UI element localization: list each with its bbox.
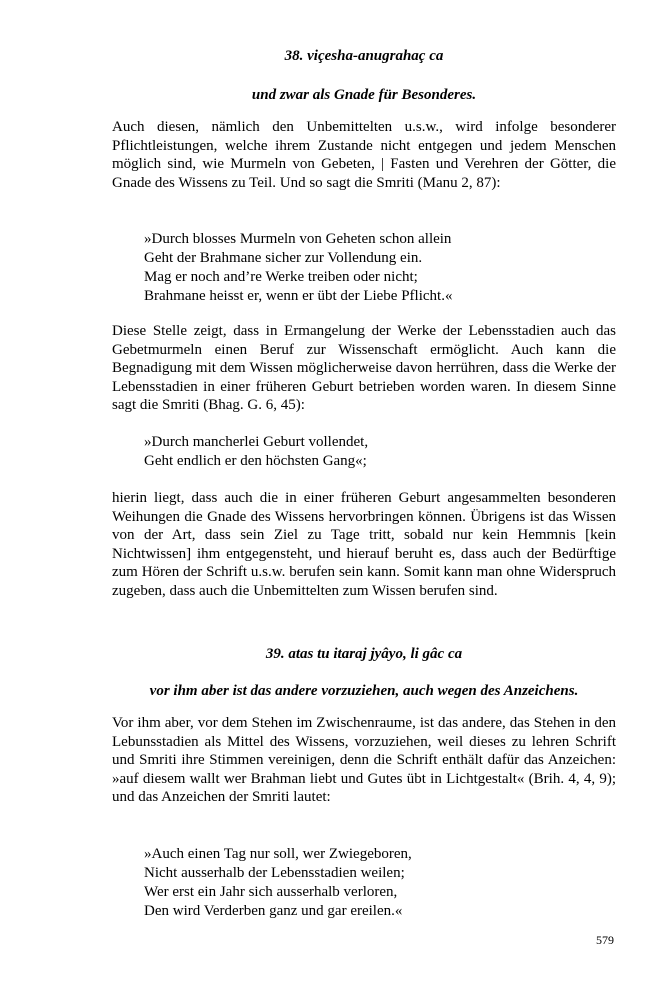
paragraph-1: Auch diesen, nämlich den Unbemittelten u.s.w., wird infolge besonderer Pflichtleistungen, welche ihrem Zustande nicht entgegen und jedem Menschen möglich sind, wie Murmeln von Gebeten, | Fasten und Verehren der Götter, die Gnade des Wissens zu Teil. Und so sagt die Smriti (Manu 2, 87): — [112, 119, 616, 191]
page-number: 579 — [596, 933, 614, 947]
verse-line: »Durch mancherlei Geburt vollendet, — [144, 434, 369, 450]
verse-line: »Auch einen Tag nur soll, wer Zwiegeboren, — [144, 846, 412, 862]
verse-block-3 — [144, 845, 614, 921]
sutra-39-subtitle: vor ihm aber ist das andere vorzuziehen, auch wegen des Anzeichens. — [149, 683, 579, 699]
sutra-39-title: 39. atas tu itaraj jyâyo, li gâc ca — [265, 646, 463, 662]
verse-line: Wer erst ein Jahr sich ausserhalb verloren, — [144, 884, 398, 900]
verse-line: Den wird Verderben ganz und gar ereilen.« — [144, 903, 403, 919]
verse-block-1 — [144, 230, 614, 306]
verse-line: Geht der Brahmane sicher zur Vollendung ein. — [144, 250, 423, 266]
verse-block-2 — [144, 433, 614, 471]
verse-line: Mag er noch and’re Werke treiben oder nicht; — [144, 269, 418, 285]
sutra-38-subtitle: und zwar als Gnade für Besonderes. — [251, 87, 477, 103]
verse-line: Brahmane heisst er, wenn er übt der Liebe Pflicht.« — [144, 288, 453, 304]
verse-line: »Durch blosses Murmeln von Geheten schon allein — [144, 231, 452, 247]
verse-line: Nicht ausserhalb der Lebensstadien weilen; — [144, 865, 405, 881]
paragraph-4: Vor ihm aber, vor dem Stehen im Zwischenraume, ist das andere, das Stehen in den Lebunsstadien als Mittel des Wissens, vorzuziehen, weil dieses zu lehren Schrift und Smriti ihre Stimmen vereinigen, denn die Schrift enthält dafür das Anzeichen: »auf diesem wallt wer Brahman liebt und Gutes übt in Lichtgestalt« (Brih. 4, 4, 9); und das Anzeichen der Smriti lautet: — [112, 715, 616, 805]
sutra-38-title: 38. viçesha-anugrahaç ca — [284, 48, 444, 64]
paragraph-3: hierin liegt, dass auch die in einer früheren Geburt angesammelten besonderen Weihungen die Gnade des Wissens hervorbringen können. Übrigens ist das Wissen von der Art, dass sein Ziel zu Tage tritt, sobald nur kein Hemmnis [kein Nichtwissen] ihm entgegensteht, und hierauf beruht es, dass auch der Bedürftige zum Hören der Schrift u.s.w. berufen sein kann. Somit kann man ohne Widerspruch zugeben, dass auch die Unbemittelten zum Wissen berufen sind. — [112, 490, 616, 599]
verse-line: Geht endlich er den höchsten Gang«; — [144, 453, 367, 469]
paragraph-2: Diese Stelle zeigt, dass in Ermangelung der Werke der Lebensstadien auch das Gebetmurmeln einen Beruf zur Wissenschaft ermöglicht. Auch kann die Begnadigung mit dem Wissen möglicherweise davon herrühren, dass die Werke der Lebensstadien in einer früheren Geburt betrieben worden waren. In diesem Sinne sagt die Smriti (Bhag. G. 6, 45): — [112, 323, 616, 413]
